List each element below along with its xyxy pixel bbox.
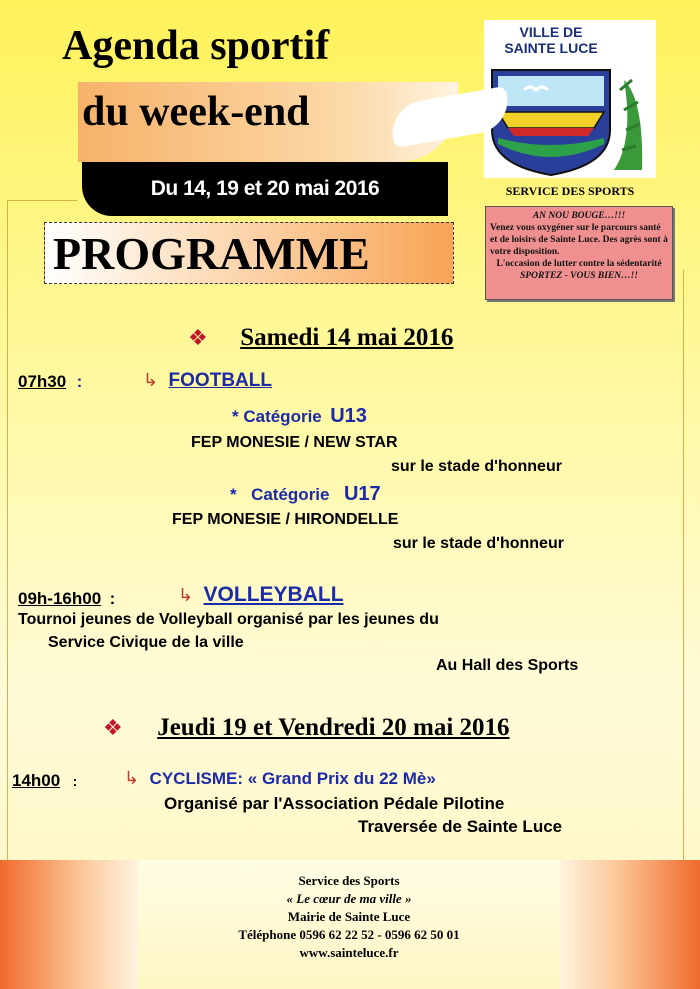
footer-gradient-left xyxy=(0,860,138,989)
thufri-heading-row xyxy=(103,714,510,742)
football-cat2-row xyxy=(230,483,381,506)
arrow-bullet-icon: ↳ xyxy=(143,370,159,390)
football-venue1: sur le stade d'honneur xyxy=(391,458,562,475)
dates-text: Du 14, 19 et 20 mai 2016 xyxy=(150,177,380,200)
football-match1: FEP MONESIE / NEW STAR xyxy=(191,434,398,451)
volleyball-desc-2: Service Civique de la ville xyxy=(48,634,244,651)
diamond-bullet-icon: ❖ xyxy=(188,325,208,350)
cycling-organizer: Organisé par l'Association Pédale Pilotine xyxy=(164,794,505,813)
volleyball-time-row xyxy=(18,589,115,609)
cycling-colon: : xyxy=(72,773,78,789)
diamond-bullet-icon: ❖ xyxy=(103,715,123,740)
arrow-bullet-icon: ↳ xyxy=(178,585,194,605)
football-cat2-value: U17 xyxy=(343,483,381,505)
volleyball-label: VOLLEYBALL xyxy=(203,583,344,606)
football-cat1-row xyxy=(232,405,367,428)
volleyball-colon: : xyxy=(109,589,116,608)
footer-service: Service des Sports xyxy=(298,873,400,888)
footer-contact xyxy=(138,872,560,962)
volleyball-venue: Au Hall des Sports xyxy=(436,657,579,674)
football-sport-row xyxy=(143,370,272,392)
thufri-heading: Jeudi 19 et Vendredi 20 mai 2016 xyxy=(157,714,510,741)
volleyball-desc-1: Tournoi jeunes de Volleyball organisé par les jeunes du xyxy=(18,611,439,628)
football-cat2-label: Catégorie xyxy=(251,485,330,504)
footer-mairie: Mairie de Sainte Luce xyxy=(287,909,411,924)
footer-gradient-right xyxy=(560,860,700,989)
footer-phone: Téléphone 0596 62 22 52 - 0596 62 50 01 xyxy=(238,927,460,942)
football-time: 07h30 xyxy=(18,372,67,391)
football-cat2-star: * xyxy=(230,485,237,504)
footer-website[interactable]: www.sainteluce.fr xyxy=(299,945,399,960)
frame-left-border xyxy=(7,200,8,860)
football-cat1-value: U13 xyxy=(330,405,367,427)
saturday-heading: Samedi 14 mai 2016 xyxy=(240,324,454,351)
promo-line-4: SPORTEZ - VOUS BIEN…!! xyxy=(520,271,638,281)
frame-right-border xyxy=(683,270,684,860)
logo-text-ville-de: VILLE DE xyxy=(519,24,583,40)
promo-line-3: L'occasion de lutter contre la sédentarité xyxy=(496,259,662,269)
cycling-time-row xyxy=(12,771,77,791)
promo-line-1: AN NOU BOUGE…!!! xyxy=(532,211,626,221)
frame-top-border xyxy=(7,200,77,201)
cycling-time: 14h00 xyxy=(12,771,61,790)
football-time-row xyxy=(18,372,82,392)
arrow-bullet-icon: ↳ xyxy=(124,768,140,788)
cycling-route: Traversée de Sainte Luce xyxy=(358,817,563,836)
title-line-2: du week-end xyxy=(82,89,310,135)
saturday-heading-row xyxy=(188,324,453,352)
football-match2: FEP MONESIE / HIRONDELLE xyxy=(172,511,399,528)
promo-line-2: Venez vous oxygéner sur le parcours santé et de loisirs de Sainte Luce. Des agrès sont à votre disposition. xyxy=(490,223,668,257)
logo-text-sainte-luce: SAINTE LUCE xyxy=(504,40,598,56)
volleyball-time: 09h-16h00 xyxy=(18,589,102,608)
promo-box xyxy=(485,206,673,300)
cycling-label: CYCLISME: « Grand Prix du 22 Mè» xyxy=(149,769,436,788)
programme-label: PROGRAMME xyxy=(44,222,454,284)
footer-slogan: « Le cœur de ma ville » xyxy=(286,891,412,906)
cycling-sport-row xyxy=(124,768,436,789)
football-label: FOOTBALL xyxy=(168,370,272,391)
football-venue2: sur le stade d'honneur xyxy=(393,535,564,552)
volleyball-sport-row xyxy=(178,583,344,607)
service-des-sports-caption: SERVICE DES SPORTS xyxy=(505,184,635,198)
title-line-1: Agenda sportif xyxy=(62,23,330,69)
football-cat1-label: * Catégorie xyxy=(232,407,322,426)
football-colon: : xyxy=(76,372,83,391)
